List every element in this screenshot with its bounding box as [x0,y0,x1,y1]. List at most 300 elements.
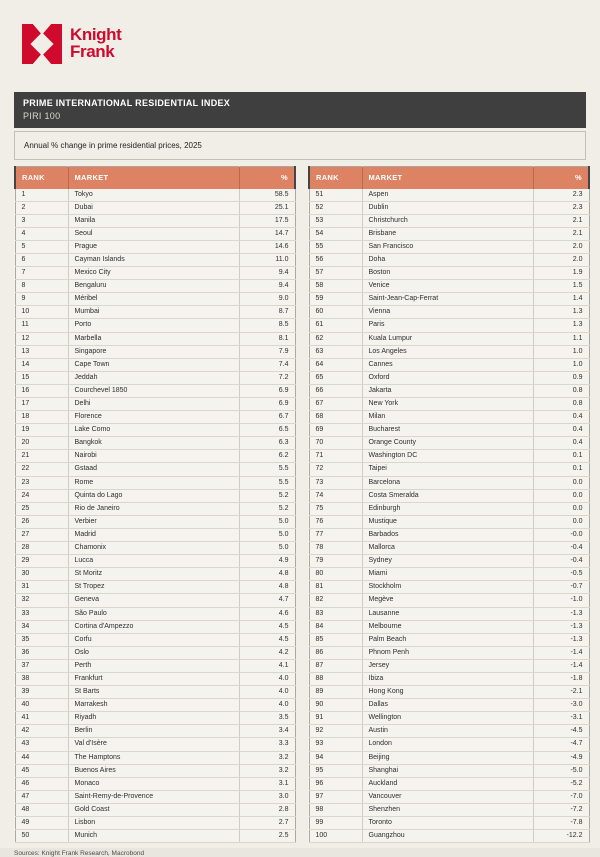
market-cell: Beijing [362,751,533,764]
table-row [15,790,295,803]
market-cell: Melbourne [362,620,533,633]
rank-cell: 13 [15,345,68,358]
pct-cell: 2.3 [533,201,589,214]
rank-cell: 50 [15,830,68,843]
table-row [15,659,295,672]
market-cell: Mustique [362,515,533,528]
market-cell: Christchurch [362,214,533,227]
rank-cell: 97 [309,790,362,803]
table-row [309,817,589,830]
table-row [309,411,589,424]
rank-cell: 98 [309,803,362,816]
rank-cell: 20 [15,437,68,450]
table-row [309,699,589,712]
pct-cell: 11.0 [239,253,295,266]
market-cell: Val d'Isère [68,738,239,751]
table-row [309,790,589,803]
rank-cell: 4 [15,227,68,240]
pct-cell: 3.2 [239,764,295,777]
rank-cell: 41 [15,712,68,725]
table-row [15,502,295,515]
table-row [309,345,589,358]
table-row [15,332,295,345]
pct-cell: -0.5 [533,568,589,581]
market-cell: Mallorca [362,542,533,555]
table-row [309,515,589,528]
rank-cell: 6 [15,253,68,266]
market-cell: Monaco [68,777,239,790]
table-row [15,201,295,214]
table-row [309,568,589,581]
pct-cell: 4.0 [239,672,295,685]
table-row [15,542,295,555]
pct-cell: 2.5 [239,830,295,843]
market-cell: Courchevel 1850 [68,384,239,397]
market-cell: Verbier [68,515,239,528]
table-row [309,463,589,476]
rank-column-header: RANK [15,167,68,189]
pct-cell: -1.0 [533,594,589,607]
market-cell: Porto [68,319,239,332]
pct-cell: -7.2 [533,803,589,816]
pct-cell: 2.0 [533,240,589,253]
rank-cell: 16 [15,384,68,397]
table-row [15,306,295,319]
pct-cell: 17.5 [239,214,295,227]
market-cell: Sydney [362,555,533,568]
pct-cell: 5.0 [239,528,295,541]
pct-cell: 5.0 [239,515,295,528]
rank-cell: 94 [309,751,362,764]
pct-cell: 3.2 [239,751,295,764]
rank-cell: 53 [309,214,362,227]
table-header-row [15,167,295,189]
pct-cell: 0.1 [533,463,589,476]
table-row [15,476,295,489]
table-row [15,358,295,371]
ranking-table-left [14,166,296,843]
pct-cell: 5.5 [239,463,295,476]
pct-cell: 0.4 [533,411,589,424]
pct-cell: -4.9 [533,751,589,764]
rank-cell: 72 [309,463,362,476]
pct-cell: 1.3 [533,306,589,319]
table-row [309,240,589,253]
rank-cell: 58 [309,280,362,293]
rank-cell: 59 [309,293,362,306]
rank-cell: 35 [15,633,68,646]
pct-cell: 9.4 [239,280,295,293]
table-row [15,594,295,607]
rank-cell: 87 [309,659,362,672]
rank-cell: 22 [15,463,68,476]
rank-cell: 8 [15,280,68,293]
rank-cell: 89 [309,686,362,699]
market-cell: Saint-Jean-Cap-Ferrat [362,293,533,306]
table-row [15,450,295,463]
rank-cell: 67 [309,398,362,411]
market-cell: Dublin [362,201,533,214]
pct-cell: -12.2 [533,830,589,843]
table-row [15,189,295,202]
market-cell: Geneva [68,594,239,607]
pct-cell: -3.1 [533,712,589,725]
rank-cell: 57 [309,267,362,280]
market-cell: Mexico City [68,267,239,280]
rank-cell: 31 [15,581,68,594]
pct-cell: 2.1 [533,227,589,240]
rank-cell: 36 [15,646,68,659]
rank-cell: 18 [15,411,68,424]
rank-cell: 10 [15,306,68,319]
table-row [15,738,295,751]
rank-cell: 78 [309,542,362,555]
pct-cell: 2.1 [533,214,589,227]
table-row [15,568,295,581]
market-cell: Bucharest [362,424,533,437]
table-row [15,371,295,384]
rank-cell: 65 [309,371,362,384]
pct-column-header: % [533,167,589,189]
ranking-table-right [308,166,590,843]
market-cell: Munich [68,830,239,843]
rank-cell: 79 [309,555,362,568]
pct-cell: -4.7 [533,738,589,751]
table-row [309,542,589,555]
pct-cell: 0.0 [533,489,589,502]
rank-column-header: RANK [309,167,362,189]
pct-cell: 0.4 [533,424,589,437]
market-cell: Lausanne [362,607,533,620]
pct-cell: -7.8 [533,817,589,830]
pct-cell: 7.4 [239,358,295,371]
pct-cell: -1.4 [533,646,589,659]
rank-cell: 25 [15,502,68,515]
table-row [309,738,589,751]
pct-cell: 6.3 [239,437,295,450]
market-cell: Méribel [68,293,239,306]
rank-cell: 84 [309,620,362,633]
market-cell: Milan [362,411,533,424]
brand-wordmark [70,26,121,60]
caption-text: Annual % change in prime residential prices, 2025 [24,141,202,150]
market-cell: St Tropez [68,581,239,594]
rank-cell: 86 [309,646,362,659]
ranking-table-right-body [309,189,589,843]
table-row [309,581,589,594]
pct-cell: 0.9 [533,371,589,384]
market-cell: Oxford [362,371,533,384]
table-row [309,319,589,332]
market-cell: Doha [362,253,533,266]
rank-cell: 29 [15,555,68,568]
rank-cell: 51 [309,189,362,202]
rank-cell: 93 [309,738,362,751]
rank-cell: 82 [309,594,362,607]
market-cell: Cape Town [68,358,239,371]
table-row [15,280,295,293]
pct-cell: 2.3 [533,189,589,202]
knight-frank-logomark-icon [22,24,62,64]
pct-cell: 8.5 [239,319,295,332]
ranking-tables [14,166,586,843]
rank-cell: 61 [309,319,362,332]
rank-cell: 73 [309,476,362,489]
rank-cell: 42 [15,725,68,738]
brand-line-1: Knight [70,25,122,44]
table-row [309,201,589,214]
rank-cell: 92 [309,725,362,738]
table-row [309,293,589,306]
pct-cell: -1.8 [533,672,589,685]
table-row [309,398,589,411]
rank-cell: 52 [309,201,362,214]
market-cell: Quinta do Lago [68,489,239,502]
pct-cell: 6.7 [239,411,295,424]
market-cell: Frankfurt [68,672,239,685]
pct-cell: 7.9 [239,345,295,358]
market-cell: Shanghai [362,764,533,777]
table-row [309,424,589,437]
rank-cell: 56 [309,253,362,266]
table-row [309,450,589,463]
table-row [15,398,295,411]
rank-cell: 2 [15,201,68,214]
rank-cell: 27 [15,528,68,541]
pct-cell: 6.5 [239,424,295,437]
market-cell: New York [362,398,533,411]
pct-cell: -4.5 [533,725,589,738]
pct-cell: 5.5 [239,476,295,489]
rank-cell: 15 [15,371,68,384]
rank-cell: 34 [15,620,68,633]
market-cell: Gold Coast [68,803,239,816]
table-row [15,817,295,830]
pct-cell: 0.8 [533,398,589,411]
market-cell: Saint-Remy-de-Provence [68,790,239,803]
table-row [309,764,589,777]
pct-cell: 1.0 [533,358,589,371]
pct-cell: 6.9 [239,398,295,411]
rank-cell: 14 [15,358,68,371]
pct-cell: -1.3 [533,620,589,633]
pct-cell: 3.3 [239,738,295,751]
table-row [309,502,589,515]
sources-note: Sources: Knight Frank Research, Macrobond [14,850,145,857]
table-row [309,227,589,240]
rank-cell: 24 [15,489,68,502]
pct-cell: 0.4 [533,437,589,450]
rank-cell: 95 [309,764,362,777]
market-cell: Gstaad [68,463,239,476]
table-row [15,712,295,725]
pct-cell: 3.5 [239,712,295,725]
market-cell: Dallas [362,699,533,712]
pct-cell: 8.1 [239,332,295,345]
pct-cell: 0.8 [533,384,589,397]
table-row [15,319,295,332]
table-row [309,384,589,397]
pct-cell: 9.4 [239,267,295,280]
market-cell: Mumbai [68,306,239,319]
table-row [309,646,589,659]
rank-cell: 77 [309,528,362,541]
rank-cell: 76 [309,515,362,528]
table-row [309,659,589,672]
rank-cell: 30 [15,568,68,581]
market-cell: London [362,738,533,751]
rank-cell: 68 [309,411,362,424]
rank-cell: 23 [15,476,68,489]
market-cell: Corfu [68,633,239,646]
pct-cell: 25.1 [239,201,295,214]
table-row [15,227,295,240]
pct-cell: 4.9 [239,555,295,568]
pct-column-header: % [239,167,295,189]
table-row [309,528,589,541]
market-cell: Megève [362,594,533,607]
table-row [15,751,295,764]
pct-cell: 0.0 [533,502,589,515]
pct-cell: 5.2 [239,502,295,515]
table-row [309,555,589,568]
market-cell: Shenzhen [362,803,533,816]
rank-cell: 19 [15,424,68,437]
rank-cell: 40 [15,699,68,712]
table-row [15,633,295,646]
market-cell: Manila [68,214,239,227]
table-row [15,528,295,541]
rank-cell: 71 [309,450,362,463]
rank-cell: 69 [309,424,362,437]
market-cell: Madrid [68,528,239,541]
pct-cell: 1.3 [533,319,589,332]
pct-cell: 14.7 [239,227,295,240]
market-cell: Aspen [362,189,533,202]
table-row [309,489,589,502]
pct-cell: 4.8 [239,581,295,594]
market-cell: Lucca [68,555,239,568]
market-cell: Guangzhou [362,830,533,843]
market-cell: Venice [362,280,533,293]
rank-cell: 64 [309,358,362,371]
rank-cell: 54 [309,227,362,240]
pct-cell: 2.8 [239,803,295,816]
pct-cell: -1.3 [533,607,589,620]
rank-cell: 39 [15,686,68,699]
title-band [14,92,586,128]
pct-cell: 2.7 [239,817,295,830]
market-cell: Jakarta [362,384,533,397]
market-cell: Marbella [68,332,239,345]
rank-cell: 74 [309,489,362,502]
market-cell: St Barts [68,686,239,699]
market-cell: Prague [68,240,239,253]
table-row [15,777,295,790]
market-column-header: MARKET [362,167,533,189]
pct-cell: 0.1 [533,450,589,463]
market-cell: Seoul [68,227,239,240]
pct-cell: 4.0 [239,699,295,712]
report-subtitle: PIRI 100 [23,111,61,121]
rank-cell: 12 [15,332,68,345]
table-row [309,686,589,699]
table-row [309,280,589,293]
table-row [15,686,295,699]
knight-frank-logo [0,0,600,64]
pct-cell: 1.1 [533,332,589,345]
table-row [309,214,589,227]
rank-cell: 38 [15,672,68,685]
rank-cell: 3 [15,214,68,227]
pct-cell: 1.9 [533,267,589,280]
market-cell: Oslo [68,646,239,659]
market-cell: Boston [362,267,533,280]
market-cell: Buenos Aires [68,764,239,777]
table-row [309,437,589,450]
table-row [15,699,295,712]
table-header-row [309,167,589,189]
market-cell: Brisbane [362,227,533,240]
pct-cell: 3.1 [239,777,295,790]
rank-cell: 48 [15,803,68,816]
rank-cell: 83 [309,607,362,620]
rank-cell: 62 [309,332,362,345]
market-cell: Vienna [362,306,533,319]
pct-cell: -0.7 [533,581,589,594]
rank-cell: 66 [309,384,362,397]
table-row [15,620,295,633]
ranking-table-left-body [15,189,295,843]
pct-cell: 58.5 [239,189,295,202]
pct-cell: -3.0 [533,699,589,712]
pct-cell: -5.2 [533,777,589,790]
table-row [15,267,295,280]
table-row [15,555,295,568]
market-cell: Barbados [362,528,533,541]
pct-cell: 5.2 [239,489,295,502]
market-cell: Stockholm [362,581,533,594]
table-row [15,515,295,528]
pct-cell: 7.2 [239,371,295,384]
market-cell: São Paulo [68,607,239,620]
market-cell: Tokyo [68,189,239,202]
market-cell: Cortina d'Ampezzo [68,620,239,633]
pct-cell: -0.4 [533,555,589,568]
table-row [15,463,295,476]
table-row [309,777,589,790]
rank-cell: 45 [15,764,68,777]
market-cell: Miami [362,568,533,581]
market-cell: Nairobi [68,450,239,463]
market-cell: Ibiza [362,672,533,685]
rank-cell: 63 [309,345,362,358]
table-row [15,672,295,685]
rank-cell: 11 [15,319,68,332]
rank-cell: 49 [15,817,68,830]
market-cell: Dubai [68,201,239,214]
market-cell: Perth [68,659,239,672]
rank-cell: 7 [15,267,68,280]
rank-cell: 60 [309,306,362,319]
pct-cell: 4.5 [239,620,295,633]
table-row [309,189,589,202]
market-cell: Palm Beach [362,633,533,646]
table-row [15,214,295,227]
table-row [15,411,295,424]
market-cell: Phnom Penh [362,646,533,659]
market-cell: Austin [362,725,533,738]
